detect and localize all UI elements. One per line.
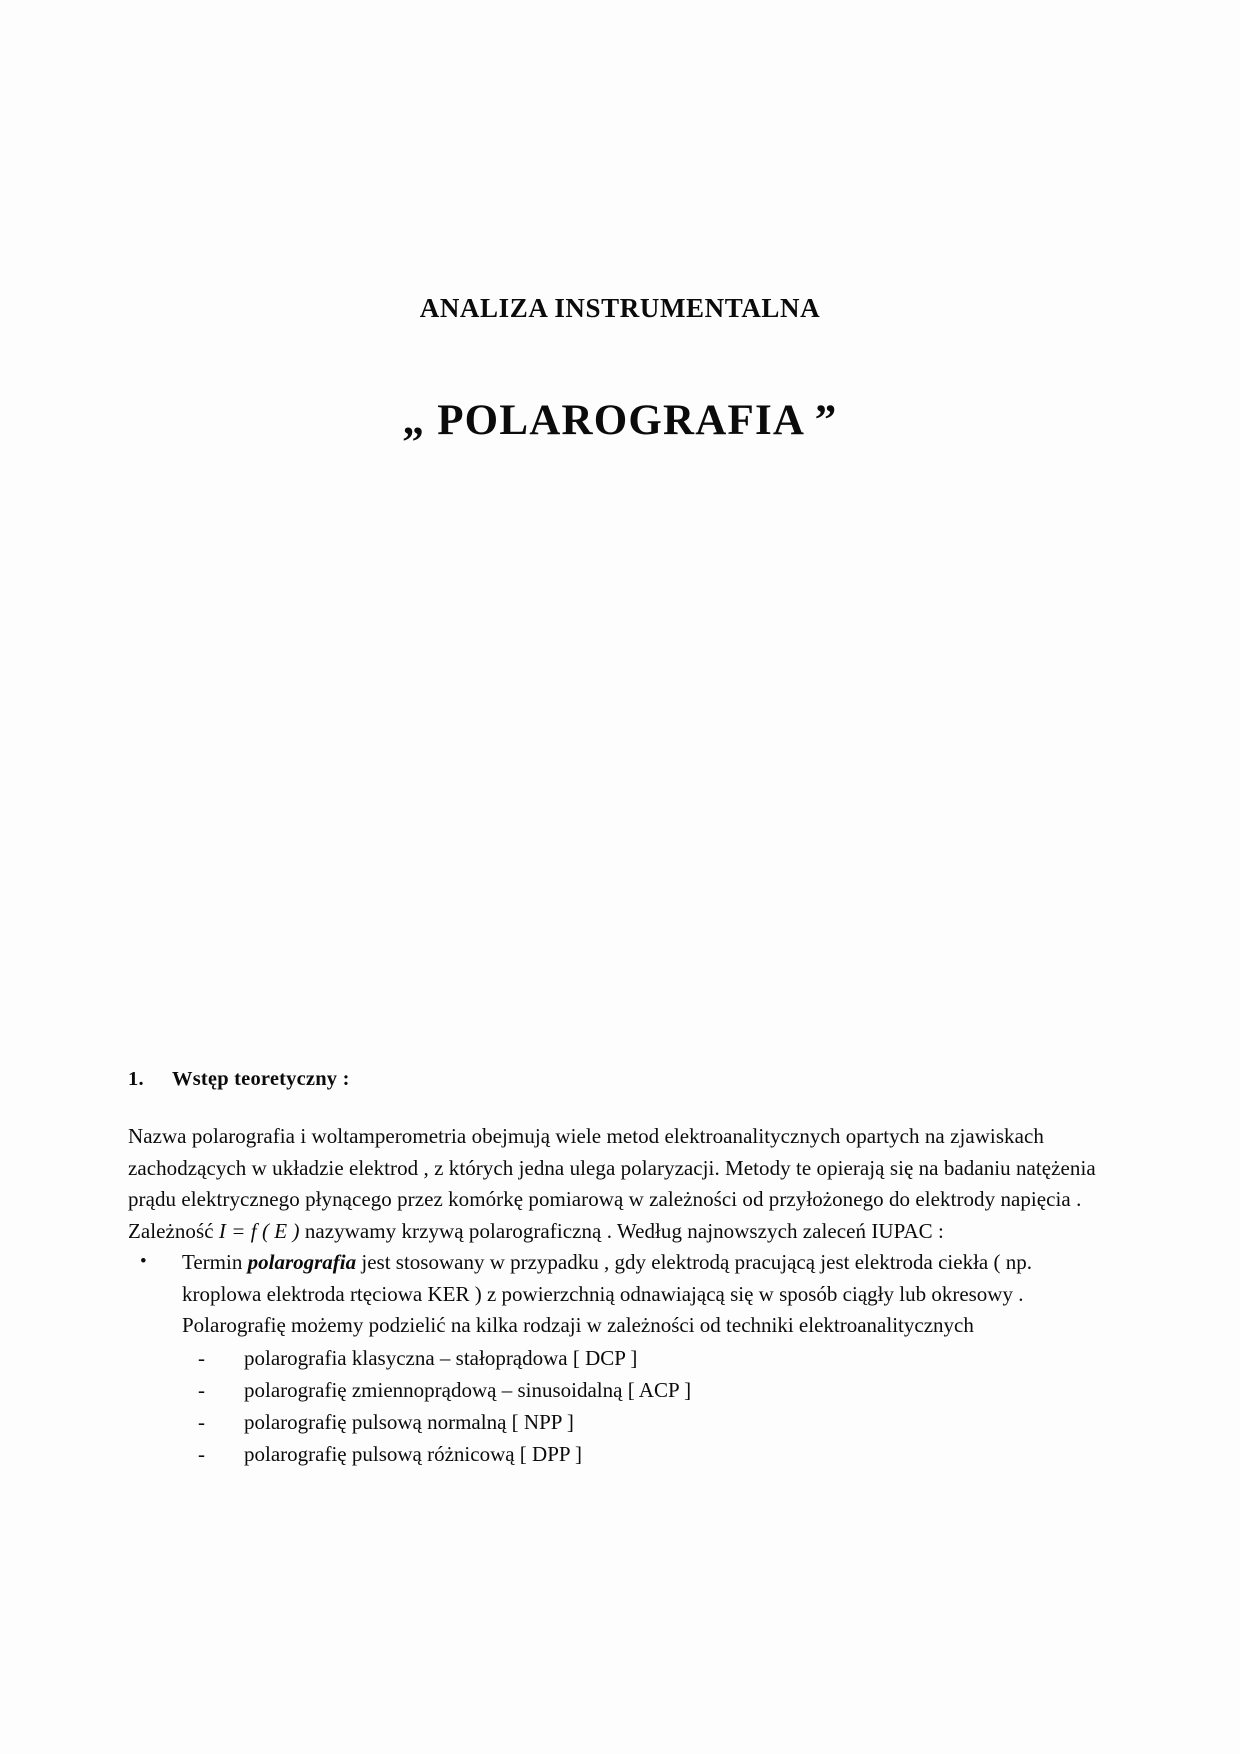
- sub-list-item-label: polarografię pulsową normalną [ NPP ]: [244, 1409, 574, 1434]
- dash-bullet-icon: -: [198, 1345, 205, 1370]
- list-item: [182, 1374, 1108, 1406]
- intro-paragraph: [128, 1121, 1108, 1247]
- list-item: [128, 1247, 1108, 1342]
- document-supertitle: ANALIZA INSTRUMENTALNA: [419, 293, 821, 323]
- list-item: [182, 1438, 1108, 1470]
- dash-bullet-icon: -: [198, 1409, 205, 1434]
- section-heading-label: Wstęp teoretyczny :: [172, 1068, 350, 1090]
- bullet-text-after: jest stosowany w przypadku , gdy elektrodą pracującą jest elektroda ciekła ( np. kroplowa elektroda rtęciowa KER ) z powierzchnią odnawiającą się w sposób ciągły lub okresowy . Polarografię możemy podzielić na kilka rodzaji w zależności od techniki elektroanalitycznych: [182, 1250, 1032, 1337]
- document-body: [128, 1068, 1108, 1470]
- sub-list-item-label: polarografię zmiennoprądową – sinusoidalną [ ACP ]: [244, 1377, 692, 1402]
- formula-current-voltage: I = f ( E ): [218, 1218, 300, 1243]
- bullet-point-icon: •: [140, 1251, 147, 1272]
- list-item: [182, 1406, 1108, 1438]
- close-quote-mark: ”: [814, 397, 838, 444]
- paragraph-text-part-1: Nazwa polarografia i woltamperometria obejmują wiele metod elektroanalitycznych opartych na zjawiskach zachodzących w układzie elektrod , z których jedna ulega polaryzacji. Metody te opierają się na badaniu natężenia prądu elektrycznego płynącego przez komórkę pomiarową w zależności od przyłożonego do elektrody napięcia . Zależność: [128, 1124, 1096, 1243]
- dash-bullet-icon: -: [198, 1441, 205, 1466]
- title-block: [0, 292, 1240, 324]
- section-heading: [128, 1068, 1108, 1091]
- list-item: [182, 1342, 1108, 1374]
- paragraph-text-part-2: nazywamy krzywą polarograficzną . Według najnowszych zaleceń IUPAC :: [304, 1218, 944, 1243]
- open-quote-mark: „: [402, 397, 426, 444]
- emphasized-term: polarografia: [247, 1250, 357, 1274]
- section-number: 1.: [128, 1068, 144, 1090]
- sub-list-item-label: polarografię pulsową różnicową [ DPP ]: [244, 1441, 583, 1466]
- technique-sub-list: [128, 1342, 1108, 1470]
- main-title-text: POLAROGRAFIA: [437, 397, 803, 444]
- dash-bullet-icon: -: [198, 1377, 205, 1402]
- bullet-list: [128, 1247, 1108, 1342]
- document-main-title: [0, 396, 1240, 445]
- bullet-text-before: Termin: [182, 1250, 243, 1274]
- sub-list-item-label: polarografia klasyczna – stałoprądowa [ DCP ]: [244, 1345, 638, 1370]
